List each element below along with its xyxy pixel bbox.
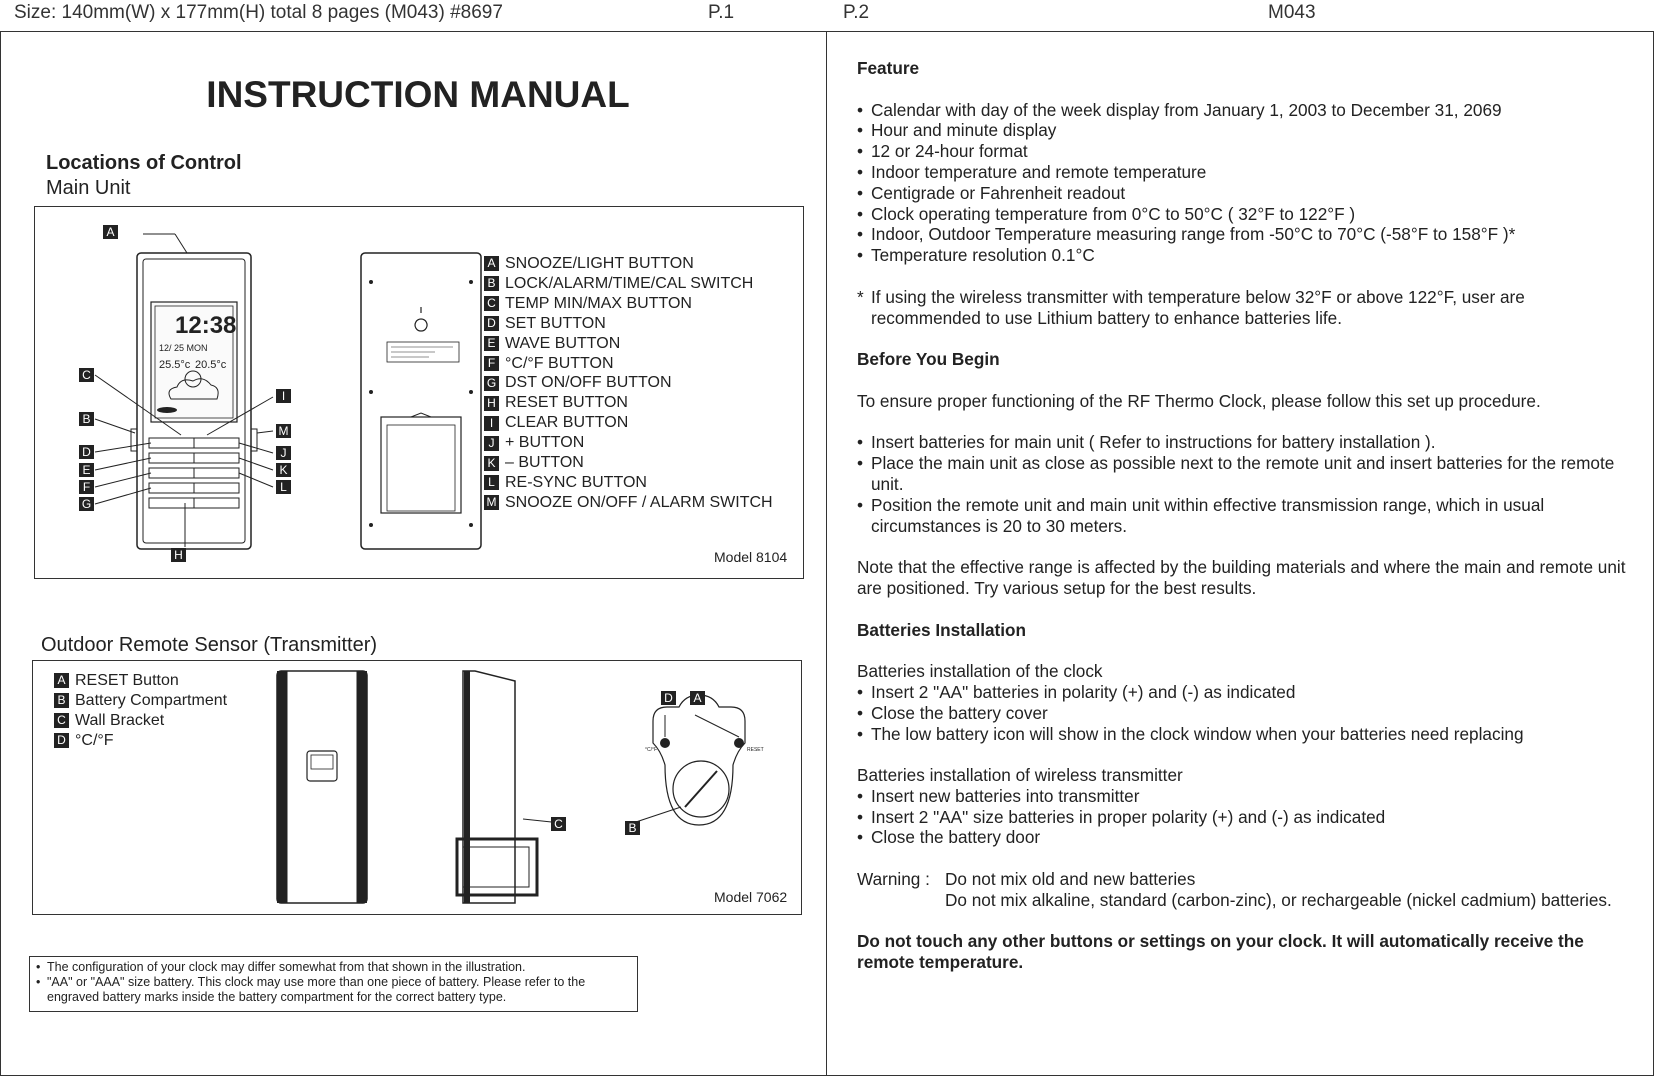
clock-date: 12/ 25 MON [159,343,208,353]
before-heading: Before You Begin [857,349,1000,370]
tx-marker-b: B [625,821,640,835]
marker-a: A [103,225,118,239]
feature-item: • Indoor temperature and remote temperature [857,162,1637,183]
legend-item [484,473,773,493]
tx-battery-step: • Insert new batteries into transmitter [857,786,1637,807]
marker-g: G [79,497,94,511]
legend-key: D [484,316,499,331]
legend-item [484,393,773,413]
marker-f: F [79,480,94,494]
feature-item: • Hour and minute display [857,120,1637,141]
legend-label: TEMP MIN/MAX BUTTON [505,294,692,312]
legend-item [484,294,773,314]
page-label-2: P.2 [843,2,870,23]
feature-item: • 12 or 24-hour format [857,141,1637,162]
outdoor-heading: Outdoor Remote Sensor (Transmitter) [41,634,378,656]
legend-key: I [484,416,499,431]
legend-item [484,493,773,513]
legend-label: LOCK/ALARM/TIME/CAL SWITCH [505,274,754,292]
warning-line: Do not mix old and new batteries [945,869,1196,890]
legend-label: – BUTTON [505,454,584,472]
legend-key: K [484,456,499,471]
batteries-heading: Batteries Installation [857,619,1027,640]
outdoor-sensor-figure [32,660,802,915]
outdoor-legend [54,671,227,751]
page-title: INSTRUCTION MANUAL [206,74,630,115]
legend-label: + BUTTON [505,434,585,452]
main-unit-figure [34,206,804,579]
legend-key: L [484,475,499,490]
before-step: • Place the main unit as close as possible next to the remote unit and insert batteries for the remote unit. [857,453,1637,495]
page-header [0,0,1654,31]
marker-m: M [276,424,291,438]
marker-l: L [276,480,291,494]
tx-battery-title: Batteries installation of wireless transmitter [857,765,1183,786]
legend-key: B [54,693,69,708]
transmitter-side-illustration [443,669,573,909]
feature-item: • Indoor, Outdoor Temperature measuring range from -50°C to 70°C (-58°F to 158°F )* [857,224,1637,245]
marker-k: K [276,463,291,477]
legend-item [54,691,227,711]
tx-marker-d: D [661,691,676,705]
legend-item [484,274,773,294]
legend-item [484,354,773,374]
warning-block [857,869,1637,911]
legend-label: DST ON/OFF BUTTON [505,374,672,392]
legend-label: SNOOZE/LIGHT BUTTON [505,255,694,272]
transmitter-front-illustration [267,669,377,909]
locations-heading: Locations of Control [46,152,242,174]
final-note: Do not touch any other buttons or settings on your clock. It will automatically receive the remote temperature. [857,931,1584,973]
legend-item [484,433,773,453]
legend-item [484,334,773,354]
legend-key: E [484,336,499,351]
clock-battery-title: Batteries installation of the clock [857,661,1103,682]
note-item: • The configuration of your clock may differ somewhat from that shown in the illustration. [36,960,631,975]
size-info: Size: 140mm(W) x 177mm(H) total 8 pages (M043) #8697 [14,2,503,23]
legend-item [484,314,773,334]
marker-e: E [79,463,94,477]
clock-battery-step: • Close the battery cover [857,703,1637,724]
feature-item: • Temperature resolution 0.1°C [857,245,1637,266]
clock-battery-step: • The low battery icon will show in the clock window when your batteries need replacing [857,724,1637,745]
legend-label: WAVE BUTTON [505,334,621,352]
legend-key: B [484,276,499,291]
main-model-label: Model 8104 [714,549,788,565]
legend-key: D [54,733,69,748]
range-note: Note that the effective range is affected by the building materials and where the main and remote unit are positioned. Try various setup for the best results. [857,557,1626,598]
marker-h: H [171,548,186,562]
legend-item [484,254,773,274]
marker-d: D [79,445,94,459]
feature-item: • Centigrade or Fahrenheit readout [857,183,1637,204]
feature-item: • Clock operating temperature from 0°C to 50°C ( 32°F to 122°F ) [857,204,1637,225]
main-unit-legend [484,254,773,513]
clock-time: 12:38 [175,312,237,339]
legend-label: °C/°F [75,731,114,749]
outdoor-model-label: Model 7062 [714,889,788,905]
warning-line: Do not mix alkaline, standard (carbon-zinc), or rechargeable (nickel cadmium) batteries. [945,889,1612,910]
legend-label: RESET Button [75,672,179,689]
legend-key: A [484,256,499,271]
legend-item [484,413,773,433]
legend-label: CLEAR BUTTON [505,414,629,432]
note-item: • "AA" or "AAA" size battery. This clock may use more than one piece of battery. Please refer to the engraved battery marks inside the battery compartment for the correct battery type. [36,975,631,1005]
clock-temp-in: 25.5°c [159,359,191,371]
legend-item [484,453,773,473]
legend-key: J [484,436,499,451]
legend-key: M [484,495,499,510]
legend-item [54,671,227,691]
legend-key: C [484,296,499,311]
legend-key: F [484,356,499,371]
before-intro: To ensure proper functioning of the RF Thermo Clock, please follow this set up procedure. [857,390,1541,411]
before-step: • Insert batteries for main unit ( Refer to instructions for battery installation ). [857,432,1637,453]
legend-item [484,373,773,393]
legend-item [54,731,227,751]
clock-temp-out: 20.5°c [195,359,227,371]
legend-item [54,711,227,731]
document-code: M043 [1268,2,1316,23]
legend-label: SNOOZE ON/OFF / ALARM SWITCH [505,493,773,511]
feature-item: • Calendar with day of the week display from January 1, 2003 to December 31, 2069 [857,100,1637,121]
feature-heading: Feature [857,58,920,78]
legend-label: RE-SYNC BUTTON [505,473,647,491]
legend-label: RESET BUTTON [505,394,628,412]
marker-j: J [276,446,291,460]
marker-i: I [276,389,291,403]
page-label-1: P.1 [708,2,735,23]
legend-key: G [484,376,499,391]
main-unit-back-illustration [325,207,485,578]
legend-key: H [484,396,499,411]
marker-c: C [79,368,94,382]
legend-key: C [54,713,69,728]
marker-b: B [79,412,94,426]
legend-label: °C/°F BUTTON [505,354,614,372]
transmitter-back-illustration [633,691,773,841]
legend-key: A [54,673,69,688]
tx-battery-step: • Insert 2 "AA" size batteries in proper polarity (+) and (-) as indicated [857,807,1637,828]
before-step: • Position the remote unit and main unit within effective transmission range, which in usual circumstances is 20 to 30 meters. [857,495,1637,537]
warning-label: Warning : [857,869,930,890]
notes-box [29,956,638,1012]
tx-marker-c: C [551,817,566,831]
clock-battery-step: • Insert 2 "AA" batteries in polarity (+) and (-) as indicated [857,682,1637,703]
tx-reset-label: RESET [747,747,764,753]
tx-battery-step: • Close the battery door [857,827,1637,848]
footnote: * If using the wireless transmitter with temperature below 32°F or above 122°F, user are recommended to use Lithium battery to enhance batteries life. [857,287,1637,329]
legend-label: Battery Compartment [75,691,228,709]
legend-label: SET BUTTON [505,314,606,332]
tx-marker-a: A [690,691,705,705]
right-column [857,58,1637,973]
main-unit-label: Main Unit [46,177,131,199]
page-divider [826,31,827,1076]
tx-cf-switch-label: °C/°F [645,747,658,753]
legend-label: Wall Bracket [75,711,165,729]
